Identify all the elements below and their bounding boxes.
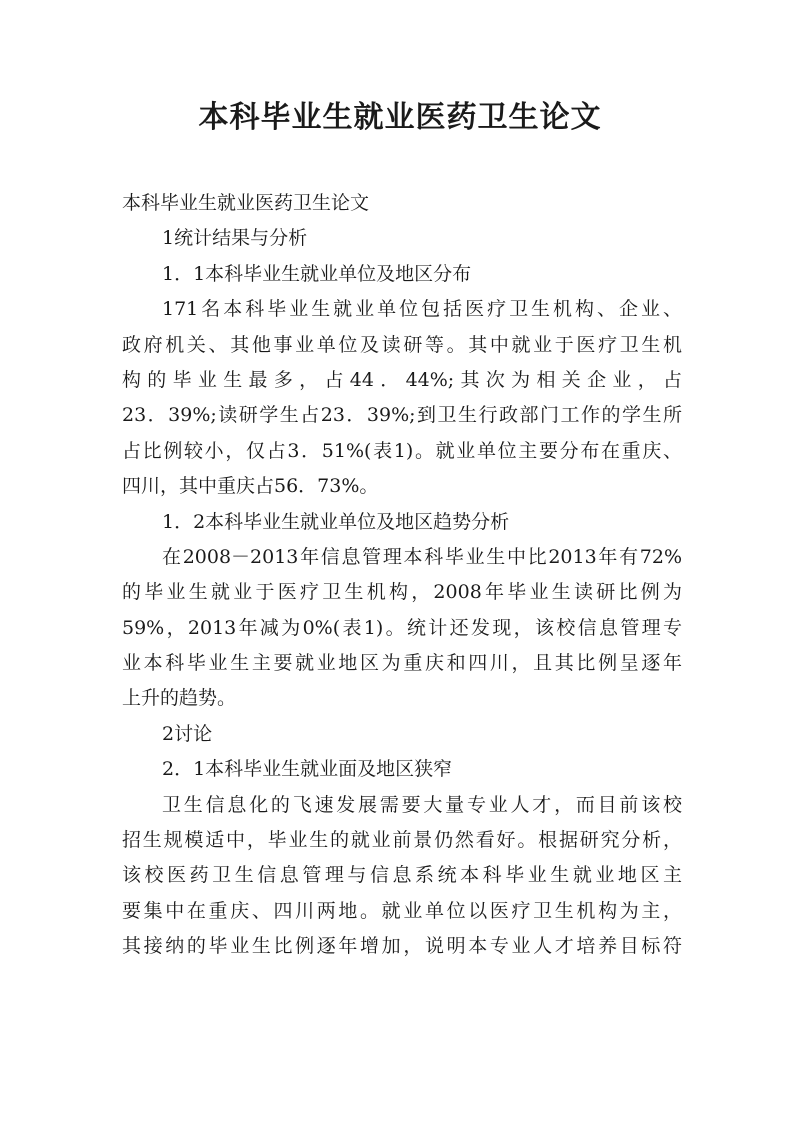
subtitle-line: 本科毕业生就业医药卫生论文 xyxy=(122,192,370,214)
paragraph-line: 的毕业生就业于医疗卫生机构，2008年毕业生读研比例为 xyxy=(122,581,682,604)
paragraph-line: 59%，2013年减为0%(表1)。统计还发现，该校信息管理专 xyxy=(122,616,682,639)
paragraph-line: 其接纳的毕业生比例逐年增加，说明本专业人才培养目标符 xyxy=(122,935,682,958)
paragraph-line: 卫生信息化的飞速发展需要大量专业人才，而目前该校 xyxy=(162,793,682,816)
paragraph-line: 招生规模适中，毕业生的就业前景仍然看好。根据研究分析， xyxy=(122,829,682,852)
subsection-heading: 1．2本科毕业生就业单位及地区趋势分析 xyxy=(162,510,510,533)
document-title: 本科毕业生就业医药卫生论文 xyxy=(198,100,602,135)
document-body xyxy=(122,186,682,965)
paragraph-line: 171名本科毕业生就业单位包括医疗卫生机构、企业、 xyxy=(162,298,682,321)
paragraph-line: 四川，其中重庆占56．73%。 xyxy=(122,475,379,498)
section-heading: 2讨论 xyxy=(162,722,213,745)
paragraph-line: 政府机关、其他事业单位及读研等。其中就业于医疗卫生机 xyxy=(122,333,682,356)
paragraph-line: 业本科毕业生主要就业地区为重庆和四川，且其比例呈逐年 xyxy=(122,652,682,675)
paragraph-line: 23．39%;读研学生占23．39%;到卫生行政部门工作的学生所 xyxy=(122,404,682,427)
subsection-heading: 2．1本科毕业生就业面及地区狭窄 xyxy=(162,758,453,781)
paragraph-line: 上升的趋势。 xyxy=(122,687,237,710)
paragraph-line: 在2008－2013年信息管理本科毕业生中比2013年有72% xyxy=(162,545,682,568)
paragraph-line: 构的毕业生最多，占44．44%;其次为相关企业，占 xyxy=(122,368,682,391)
paragraph-line: 要集中在重庆、四川两地。就业单位以医疗卫生机构为主， xyxy=(122,899,682,922)
paragraph-line: 该校医药卫生信息管理与信息系统本科毕业生就业地区主 xyxy=(122,864,682,887)
subsection-heading: 1．1本科毕业生就业单位及地区分布 xyxy=(162,262,472,285)
section-heading: 1统计结果与分析 xyxy=(162,227,308,250)
paragraph-line: 占比例较小，仅占3．51%(表1)。就业单位主要分布在重庆、 xyxy=(122,439,682,462)
